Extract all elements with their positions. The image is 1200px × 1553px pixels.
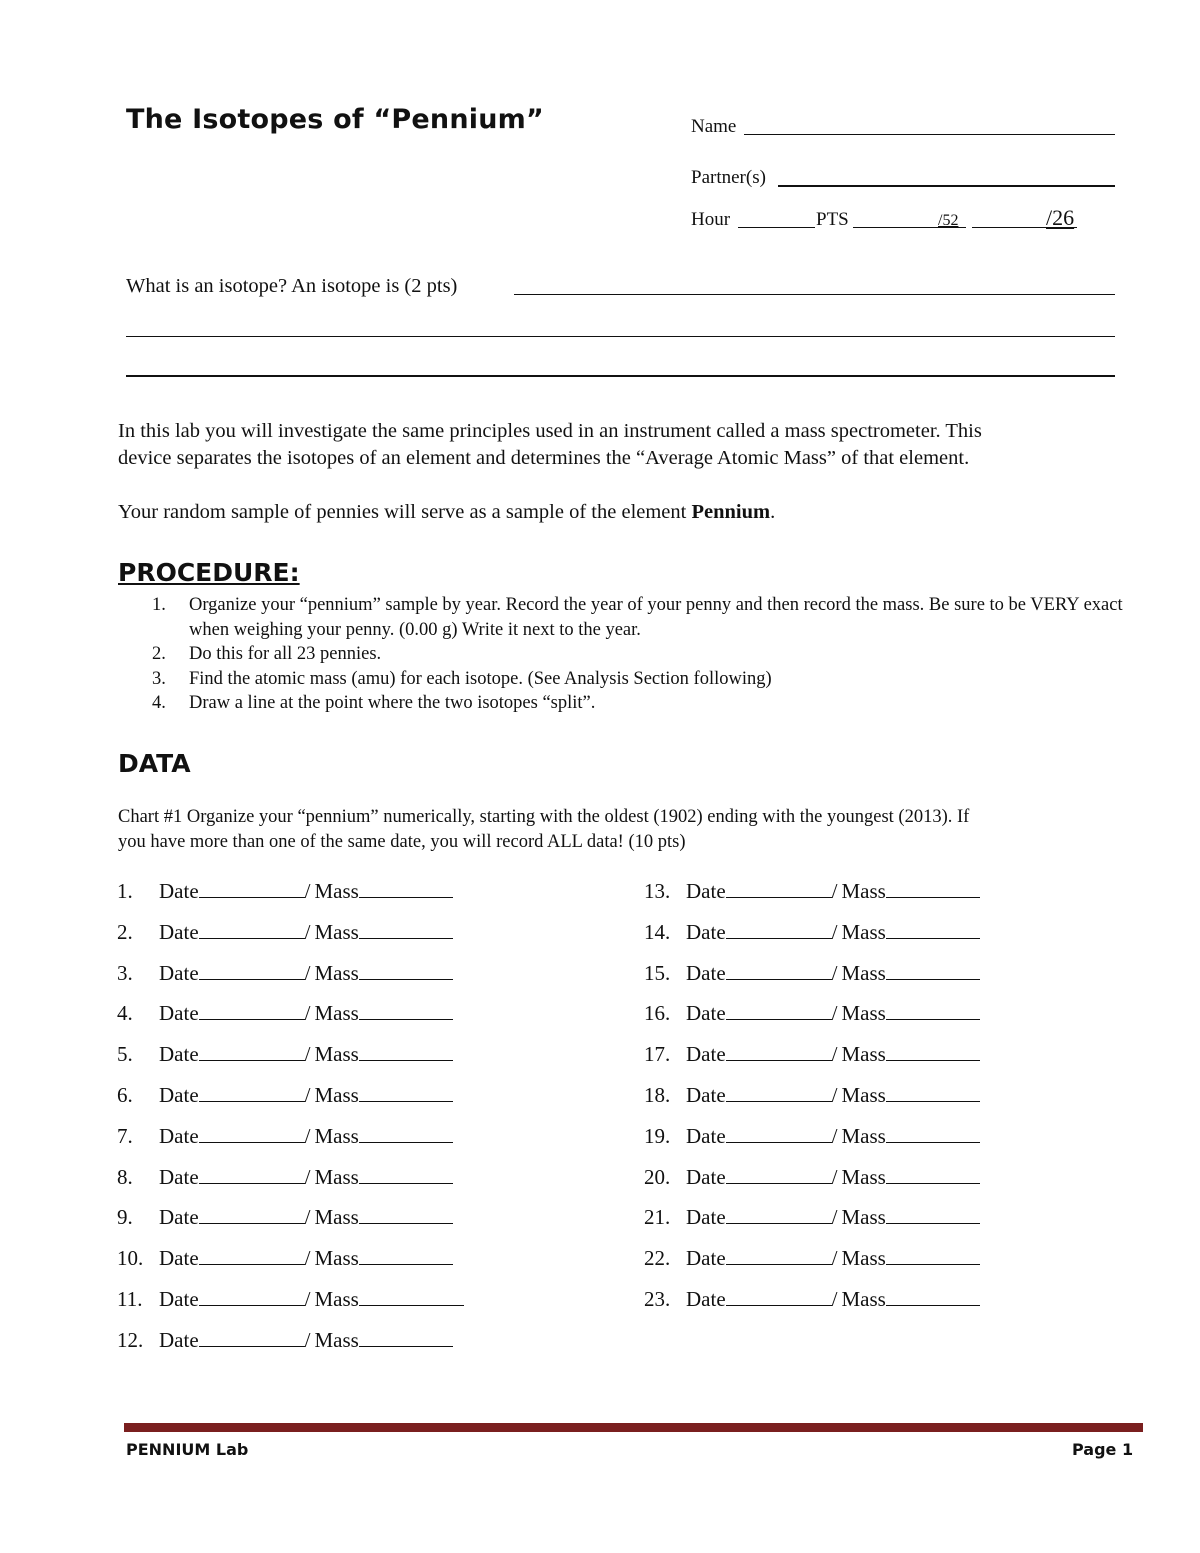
procedure-step: [152, 642, 1142, 667]
date-field[interactable]: [199, 965, 305, 980]
date-label: Date: [686, 1001, 726, 1026]
date-field[interactable]: [726, 1250, 832, 1265]
slash-separator: /: [304, 960, 311, 985]
mass-label: Mass: [841, 1042, 886, 1067]
data-entry: [117, 1165, 453, 1190]
slash-separator: /: [831, 1123, 838, 1148]
date-label: Date: [159, 1042, 199, 1067]
slash-separator: /: [831, 1205, 838, 1230]
mass-field[interactable]: [886, 1291, 980, 1306]
entry-number: 4.: [117, 1001, 133, 1026]
date-label: Date: [686, 919, 726, 944]
sample-sentence: [118, 499, 775, 526]
step-number: 3.: [152, 668, 166, 689]
entry-number: 22.: [644, 1246, 671, 1271]
mass-field[interactable]: [886, 924, 980, 939]
mass-field[interactable]: [886, 1250, 980, 1265]
date-label: Date: [686, 1287, 726, 1311]
mass-label: Mass: [841, 960, 886, 985]
mass-field[interactable]: [886, 1005, 980, 1020]
mass-field[interactable]: [886, 1209, 980, 1224]
entry-number: 2.: [117, 919, 133, 944]
slash-separator: /: [304, 919, 311, 944]
step-text: Organize your “pennium” sample by year. Record the year of your penny and then record the mass. Be sure to be VERY exact when weighing your penny. (0.00 g) Write it next to the year.: [189, 595, 1123, 640]
date-label: Date: [159, 1327, 199, 1352]
step-number: 4.: [152, 693, 166, 713]
data-entry: [644, 1083, 980, 1108]
date-label: Date: [686, 1246, 726, 1271]
date-label: Date: [159, 1246, 199, 1271]
hour-field[interactable]: [738, 227, 815, 228]
answer-line-3[interactable]: [126, 375, 1115, 377]
isotope-question: What is an isotope? An isotope is (2 pts): [126, 275, 458, 297]
mass-label: Mass: [841, 1083, 886, 1107]
date-label: Date: [159, 1083, 199, 1107]
slash-separator: /: [831, 879, 838, 903]
step-text: Find the atomic mass (amu) for each isotope. (See Analysis Section following): [189, 668, 772, 689]
date-field[interactable]: [199, 1209, 305, 1224]
data-entry: [117, 920, 453, 945]
date-field[interactable]: [199, 1250, 305, 1265]
entry-number: 20.: [644, 1164, 671, 1189]
slash-separator: /: [304, 1327, 311, 1352]
entry-number: 21.: [644, 1205, 671, 1230]
entry-number: 13.: [644, 879, 671, 903]
slash-separator: /: [304, 1042, 311, 1067]
procedure-step: [152, 667, 1142, 692]
date-label: Date: [686, 879, 726, 903]
date-field[interactable]: [199, 1169, 305, 1184]
slash-separator: /: [831, 1083, 838, 1107]
sample-text: Your random sample of pennies will serve as a sample of the element: [118, 501, 692, 523]
date-label: Date: [159, 1001, 199, 1026]
footer-title: PENNIUM Lab: [126, 1440, 249, 1459]
step-number: 2.: [152, 644, 166, 664]
data-entry: [644, 920, 980, 945]
entry-number: 8.: [117, 1164, 133, 1189]
slash-separator: /: [304, 1164, 311, 1189]
data-entry: [117, 1042, 453, 1067]
slash-separator: /: [831, 960, 838, 985]
mass-label: Mass: [314, 1042, 359, 1067]
data-heading: DATA: [118, 749, 191, 778]
date-label: Date: [159, 1123, 199, 1148]
slash-separator: /: [831, 1042, 838, 1067]
date-field[interactable]: [726, 1046, 832, 1061]
entry-number: 16.: [644, 1001, 671, 1026]
slash-separator: /: [304, 1001, 311, 1026]
date-label: Date: [686, 1205, 726, 1230]
data-entry: [117, 1124, 453, 1149]
slash-separator: /: [304, 879, 311, 903]
entry-number: 6.: [117, 1083, 133, 1107]
name-label: Name: [691, 116, 737, 137]
entry-number: 14.: [644, 919, 671, 944]
mass-label: Mass: [314, 1287, 359, 1311]
intro-line-1: In this lab you will investigate the same principles used in an instrument called a mass spectrometer. This: [118, 420, 982, 442]
date-field[interactable]: [726, 1005, 832, 1020]
page-title: The Isotopes of “Pennium”: [126, 104, 544, 135]
name-field[interactable]: [744, 134, 1115, 135]
mass-field[interactable]: [359, 1169, 453, 1184]
slash-separator: /: [831, 1164, 838, 1189]
date-label: Date: [159, 879, 199, 903]
mass-label: Mass: [314, 919, 359, 944]
score-52: /52: [938, 212, 959, 229]
chart-line-1: Chart #1 Organize your “pennium” numerically, starting with the oldest (1902) ending with the youngest (2013). If: [118, 807, 970, 827]
date-field[interactable]: [726, 924, 832, 939]
date-label: Date: [159, 960, 199, 985]
entry-number: 3.: [117, 960, 133, 985]
mass-field[interactable]: [359, 1291, 464, 1306]
mass-field[interactable]: [359, 1332, 453, 1347]
date-label: Date: [159, 919, 199, 944]
date-label: Date: [686, 1164, 726, 1189]
data-entry: [644, 1001, 980, 1026]
mass-field[interactable]: [359, 1005, 453, 1020]
data-entry: [117, 1083, 453, 1108]
mass-label: Mass: [314, 1327, 359, 1352]
date-field[interactable]: [199, 883, 305, 898]
entry-number: 15.: [644, 960, 671, 985]
date-field[interactable]: [726, 1128, 832, 1143]
data-entry: [117, 1205, 453, 1230]
entry-number: 19.: [644, 1123, 671, 1148]
date-field[interactable]: [726, 965, 832, 980]
mass-label: Mass: [314, 1083, 359, 1107]
mass-label: Mass: [841, 1123, 886, 1148]
entry-number: 11.: [117, 1287, 143, 1311]
slash-separator: /: [304, 1287, 311, 1311]
data-entry: [644, 1287, 980, 1312]
date-label: Date: [159, 1287, 199, 1311]
date-label: Date: [159, 1205, 199, 1230]
partner-label: Partner(s): [691, 167, 766, 188]
data-entry: [117, 879, 453, 904]
entry-number: 23.: [644, 1287, 671, 1311]
answer-line-1[interactable]: [514, 294, 1115, 295]
date-field[interactable]: [726, 1087, 832, 1102]
mass-label: Mass: [841, 1001, 886, 1026]
date-label: Date: [686, 1123, 726, 1148]
mass-field[interactable]: [886, 1128, 980, 1143]
procedure-step: [152, 691, 1142, 716]
data-entry: [644, 879, 980, 904]
date-label: Date: [686, 960, 726, 985]
date-label: Date: [686, 1083, 726, 1107]
entry-number: 10.: [117, 1246, 144, 1271]
chart-line-2: you have more than one of the same date, you will record ALL data! (10 pts): [118, 831, 686, 852]
slash-separator: /: [304, 1205, 311, 1230]
date-field[interactable]: [726, 1169, 832, 1184]
score-26: /26: [1046, 205, 1075, 230]
mass-field[interactable]: [359, 1250, 453, 1265]
procedure-list: [152, 593, 1142, 716]
mass-field[interactable]: [886, 883, 980, 898]
date-field[interactable]: [199, 924, 305, 939]
mass-field[interactable]: [359, 924, 453, 939]
slash-separator: /: [831, 1287, 838, 1311]
mass-field[interactable]: [359, 1128, 453, 1143]
sample-period: .: [770, 501, 776, 523]
date-field[interactable]: [199, 1046, 305, 1061]
mass-field[interactable]: [359, 1046, 453, 1061]
mass-field[interactable]: [886, 1169, 980, 1184]
mass-label: Mass: [841, 1287, 886, 1311]
mass-label: Mass: [841, 1205, 886, 1230]
slash-separator: /: [831, 1001, 838, 1026]
date-label: Date: [159, 1164, 199, 1189]
chart-instructions: [118, 805, 969, 854]
entry-number: 12.: [117, 1327, 144, 1352]
answer-line-2[interactable]: [126, 336, 1115, 337]
mass-field[interactable]: [359, 1087, 453, 1102]
data-entry: [644, 1165, 980, 1190]
entry-number: 7.: [117, 1123, 133, 1148]
date-field[interactable]: [199, 1332, 305, 1347]
data-entry: [644, 961, 980, 986]
step-number: 1.: [152, 595, 166, 615]
mass-label: Mass: [841, 879, 886, 903]
data-entry: [117, 1246, 453, 1271]
date-field[interactable]: [199, 1005, 305, 1020]
date-field[interactable]: [726, 1209, 832, 1224]
mass-label: Mass: [841, 919, 886, 944]
mass-label: Mass: [314, 960, 359, 985]
mass-field[interactable]: [359, 965, 453, 980]
date-field[interactable]: [199, 1128, 305, 1143]
date-field[interactable]: [726, 1291, 832, 1306]
step-text: Draw a line at the point where the two isotopes “split”.: [189, 693, 596, 713]
pennium-bold: Pennium: [691, 501, 771, 523]
data-entry: [117, 1328, 453, 1353]
date-field[interactable]: [199, 1291, 305, 1306]
mass-label: Mass: [314, 1246, 359, 1271]
data-entry: [117, 1287, 464, 1312]
slash-separator: /: [304, 1083, 311, 1107]
data-entry: [644, 1124, 980, 1149]
data-entry: [644, 1042, 980, 1067]
entry-number: 5.: [117, 1042, 133, 1067]
procedure-heading: PROCEDURE:: [118, 558, 300, 587]
entry-number: 1.: [117, 879, 133, 903]
data-entry: [117, 1001, 453, 1026]
mass-field[interactable]: [886, 1046, 980, 1061]
intro-line-2: device separates the isotopes of an element and determines the “Average Atomic Mass” of that element.: [118, 447, 970, 469]
footer-bar: [124, 1423, 1143, 1432]
slash-separator: /: [831, 919, 838, 944]
mass-field[interactable]: [359, 1209, 453, 1224]
mass-label: Mass: [841, 1246, 886, 1271]
slash-separator: /: [304, 1123, 311, 1148]
pts-label: PTS: [816, 209, 849, 230]
date-label: Date: [686, 1042, 726, 1067]
data-entry: [117, 961, 453, 986]
mass-field[interactable]: [886, 965, 980, 980]
mass-field[interactable]: [886, 1087, 980, 1102]
data-entry: [644, 1246, 980, 1271]
mass-field[interactable]: [359, 883, 453, 898]
step-text: Do this for all 23 pennies.: [189, 644, 382, 664]
date-field[interactable]: [726, 883, 832, 898]
data-entry: [644, 1205, 980, 1230]
date-field[interactable]: [199, 1087, 305, 1102]
mass-label: Mass: [314, 1001, 359, 1026]
procedure-step: [152, 593, 1142, 642]
entry-number: 17.: [644, 1042, 671, 1067]
slash-separator: /: [304, 1246, 311, 1271]
hour-label: Hour: [691, 209, 731, 230]
mass-label: Mass: [314, 1164, 359, 1189]
entry-number: 9.: [117, 1205, 133, 1230]
mass-label: Mass: [314, 879, 359, 903]
page-number: Page 1: [1072, 1440, 1134, 1459]
mass-label: Mass: [314, 1205, 359, 1230]
slash-separator: /: [831, 1246, 838, 1271]
mass-label: Mass: [841, 1164, 886, 1189]
partner-field[interactable]: [778, 185, 1115, 187]
intro-paragraph: [118, 418, 982, 472]
mass-label: Mass: [314, 1123, 359, 1148]
entry-number: 18.: [644, 1083, 671, 1107]
